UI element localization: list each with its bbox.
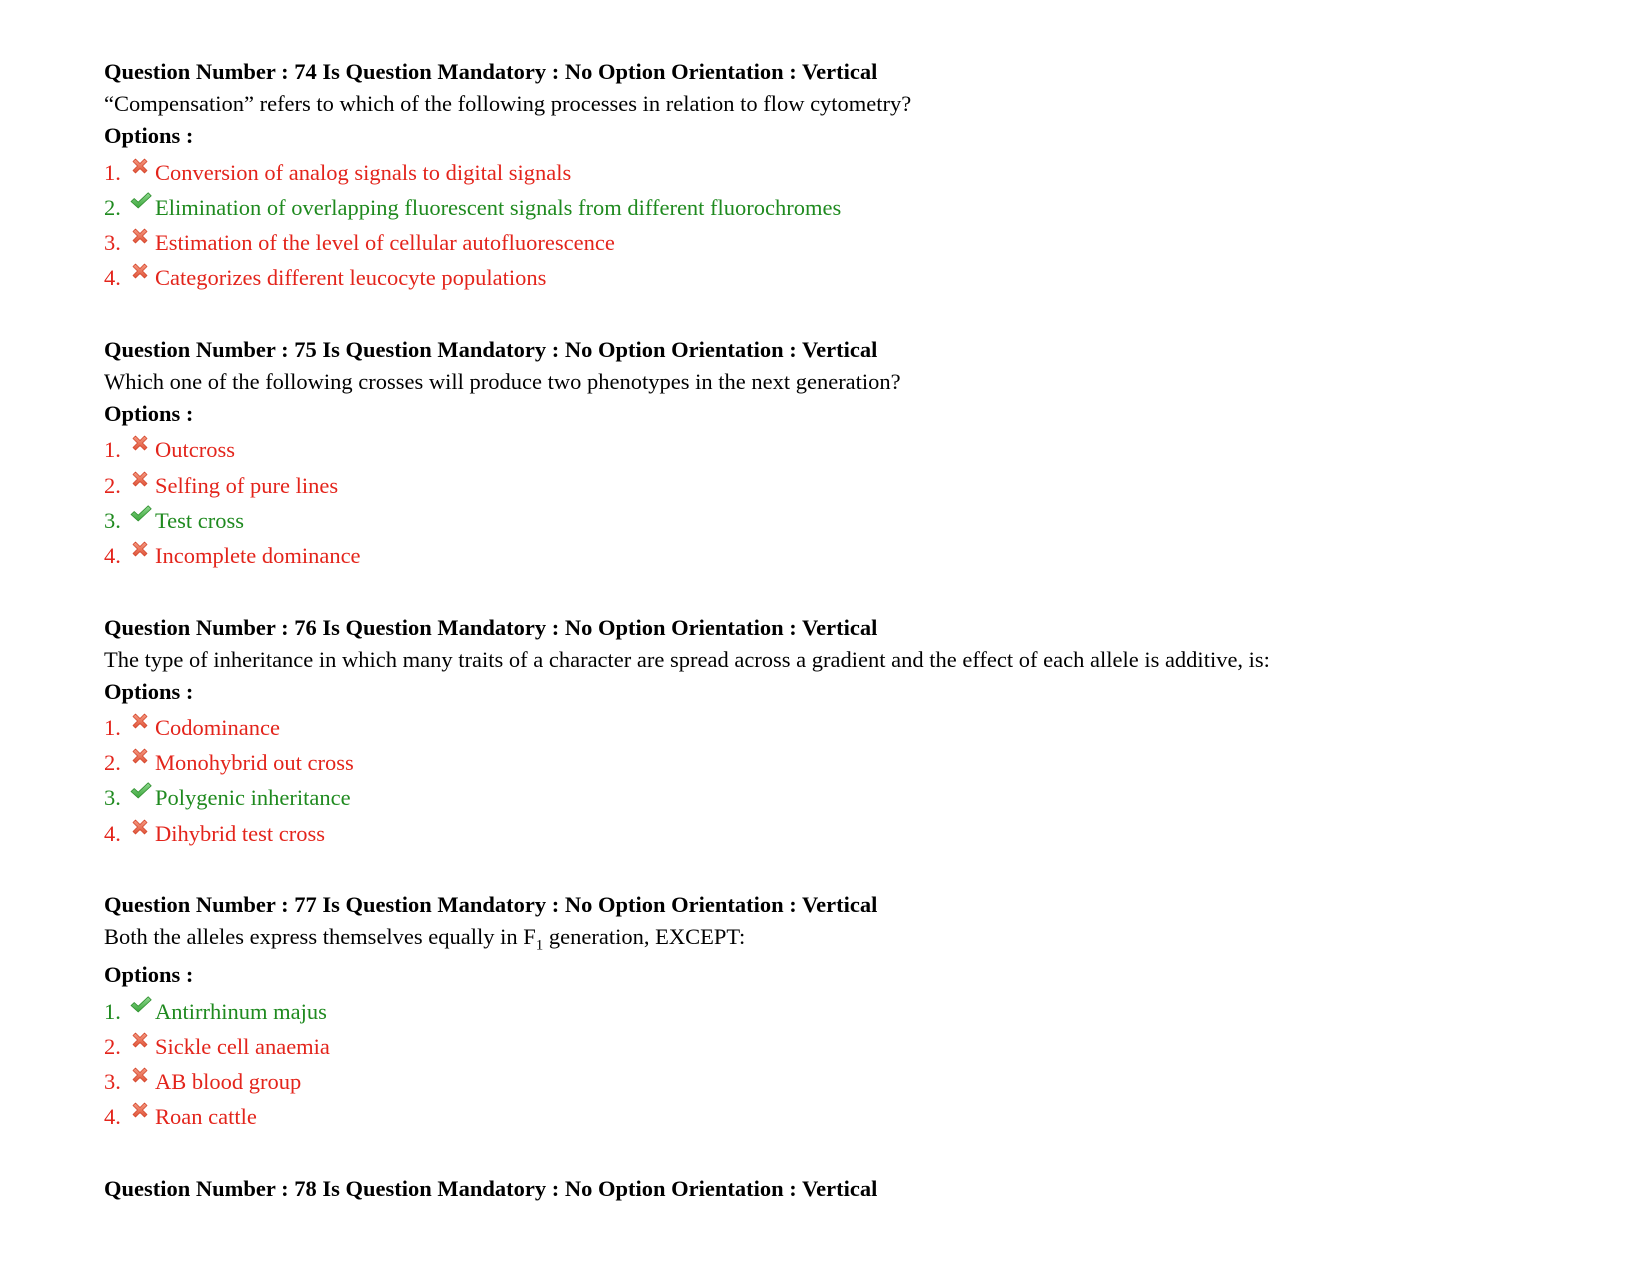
option-text: Incomplete dominance — [155, 542, 361, 568]
question-text-subscript: 1 — [535, 937, 544, 954]
option-number: 1. — [104, 437, 121, 463]
option-number: 2. — [104, 750, 121, 776]
option-number: 2. — [104, 472, 121, 498]
option-text: Monohybrid out cross — [155, 750, 354, 776]
question-text: “Compensation” refers to which of the following processes in relation to flow cytometry? — [104, 91, 912, 116]
question-75 — [104, 334, 1604, 574]
option-number: 3. — [104, 1069, 121, 1095]
option-2 — [104, 1029, 1604, 1064]
option-4 — [104, 261, 1604, 296]
option-number: 2. — [104, 1034, 121, 1060]
option-4 — [104, 538, 1604, 573]
option-text: Selfing of pure lines — [155, 472, 339, 498]
option-text: Categorizes different leucocyte populations — [155, 265, 547, 291]
question-text — [104, 921, 1604, 959]
cross-icon — [129, 1029, 155, 1055]
question-text: Which one of the following crosses will produce two phenotypes in the next generation? — [104, 368, 901, 394]
option-2 — [104, 468, 1604, 503]
option-1 — [104, 994, 1604, 1029]
cross-icon — [129, 432, 155, 458]
option-text: Antirrhinum majus — [155, 998, 327, 1024]
option-text: Elimination of overlapping fluorescent signals from different fluorochromes — [155, 194, 842, 220]
cross-icon — [129, 710, 155, 736]
option-1 — [104, 433, 1604, 468]
option-text: Roan cattle — [155, 1104, 257, 1130]
check-icon — [129, 780, 155, 806]
option-text: Dihybrid test cross — [155, 820, 325, 846]
options-list — [104, 155, 1604, 296]
option-3 — [104, 1065, 1604, 1100]
options-label: Options : — [104, 123, 194, 148]
option-number: 2. — [104, 194, 121, 220]
cross-icon — [129, 816, 155, 842]
option-4 — [104, 1100, 1604, 1135]
question-text: The type of inheritance in which many traits of a character are spread across a gradient and the effect of each allele is additive, is: — [104, 646, 1270, 672]
question-74 — [104, 56, 1604, 296]
option-3 — [104, 503, 1604, 538]
question-header: Question Number : 74 Is Question Mandatory : No Option Orientation : Vertical — [104, 59, 878, 84]
check-icon — [129, 503, 155, 529]
option-2 — [104, 746, 1604, 781]
question-77 — [104, 889, 1604, 1135]
option-number: 3. — [104, 785, 121, 811]
question-78 — [104, 1173, 1604, 1205]
cross-icon — [129, 155, 155, 181]
option-number: 1. — [104, 998, 121, 1024]
option-text: Estimation of the level of cellular autofluorescence — [155, 229, 615, 255]
cross-icon — [129, 745, 155, 771]
check-icon — [129, 190, 155, 216]
option-2 — [104, 190, 1604, 225]
option-text: AB blood group — [155, 1069, 302, 1095]
options-list — [104, 711, 1604, 852]
question-text-after: generation, EXCEPT: — [543, 924, 746, 950]
cross-icon — [129, 538, 155, 564]
question-76 — [104, 612, 1604, 852]
option-3 — [104, 781, 1604, 816]
options-label: Options : — [104, 400, 194, 426]
cross-icon — [129, 1099, 155, 1125]
option-text: Conversion of analog signals to digital signals — [155, 159, 572, 185]
option-number: 4. — [104, 820, 121, 846]
options-label: Options : — [104, 962, 194, 988]
question-header: Question Number : 75 Is Question Mandatory : No Option Orientation : Vertical — [104, 336, 878, 362]
options-label: Options : — [104, 678, 194, 704]
check-icon — [129, 994, 155, 1020]
option-3 — [104, 225, 1604, 260]
cross-icon — [129, 260, 155, 286]
question-text-before: Both the alleles express themselves equally in F — [104, 924, 536, 950]
option-text: Codominance — [155, 715, 280, 741]
option-1 — [104, 155, 1604, 190]
option-number: 3. — [104, 229, 121, 255]
question-header: Question Number : 77 Is Question Mandatory : No Option Orientation : Vertical — [104, 892, 878, 918]
question-header: Question Number : 76 Is Question Mandatory : No Option Orientation : Vertical — [104, 614, 878, 640]
cross-icon — [129, 225, 155, 251]
option-number: 4. — [104, 542, 121, 568]
cross-icon — [129, 468, 155, 494]
option-text: Sickle cell anaemia — [155, 1034, 330, 1060]
options-list — [104, 433, 1604, 574]
cross-icon — [129, 1064, 155, 1090]
option-text: Test cross — [155, 507, 245, 533]
option-number: 4. — [104, 265, 121, 291]
option-4 — [104, 816, 1604, 851]
option-text: Polygenic inheritance — [155, 785, 351, 811]
options-list — [104, 994, 1604, 1135]
option-text: Outcross — [155, 437, 235, 463]
option-number: 1. — [104, 159, 121, 185]
option-number: 3. — [104, 507, 121, 533]
option-number: 1. — [104, 715, 121, 741]
question-header: Question Number : 78 Is Question Mandatory : No Option Orientation : Vertical — [104, 1176, 878, 1201]
question-paper — [104, 56, 1604, 1205]
option-number: 4. — [104, 1104, 121, 1130]
option-1 — [104, 711, 1604, 746]
